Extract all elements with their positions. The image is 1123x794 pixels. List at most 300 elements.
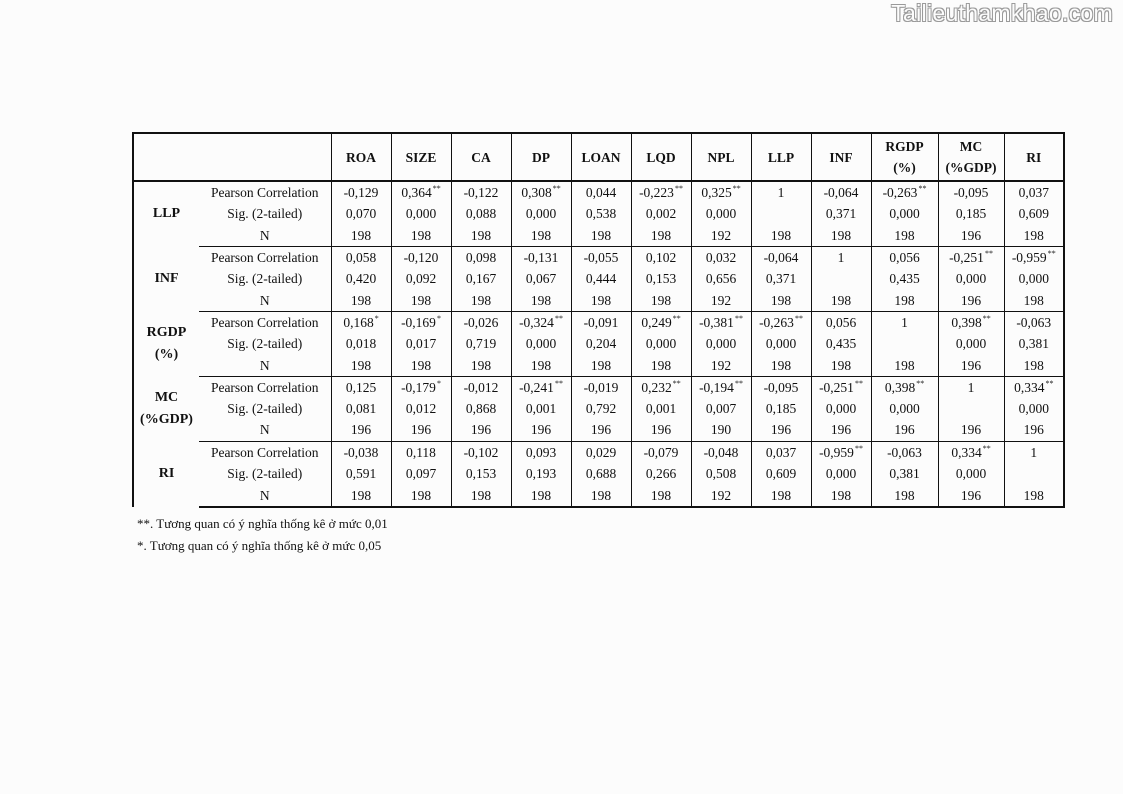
cell-value: 0,070	[345, 206, 377, 222]
cell-value: 196	[410, 422, 432, 438]
value-cell	[451, 246, 511, 268]
cell-value: 0,088	[465, 206, 497, 222]
value-cell	[511, 398, 571, 419]
cell-value: 198	[350, 292, 372, 308]
value-cell	[871, 225, 938, 247]
cell-value: 196	[960, 357, 982, 373]
value-cell	[751, 484, 811, 507]
significance-marker: **	[672, 378, 681, 388]
cell-value: 0,168	[343, 314, 374, 330]
value-cell	[691, 289, 751, 311]
value-cell	[871, 181, 938, 203]
cell-value: -0,959	[819, 444, 854, 460]
value-cell	[871, 398, 938, 419]
column-header	[691, 133, 751, 181]
value-cell	[871, 289, 938, 311]
cell-value: 0,029	[585, 444, 617, 460]
value-cell	[331, 398, 391, 419]
cell-value: 0,591	[345, 466, 377, 481]
value-cell	[811, 354, 871, 376]
cell-value: 0,118	[406, 444, 436, 460]
value-cell	[871, 441, 938, 463]
cell-value: 0,001	[525, 401, 557, 417]
cell-value: 1	[837, 250, 845, 266]
value-cell	[331, 289, 391, 311]
value-cell	[331, 268, 391, 289]
significance-marker: **	[854, 443, 863, 453]
column-header-text: MC	[959, 139, 983, 154]
value-cell	[938, 181, 1004, 203]
cell-value: 198	[470, 357, 492, 373]
value-cell	[1004, 463, 1064, 484]
value-cell	[751, 398, 811, 419]
cell-value: 0,067	[525, 271, 557, 287]
value-cell	[451, 441, 511, 463]
cell-value: 0,193	[525, 466, 557, 481]
cell-value: 0,334	[951, 444, 982, 460]
value-cell	[391, 484, 451, 507]
value-cell	[631, 484, 691, 507]
value-cell	[571, 268, 631, 289]
cell-value: -0,959	[1011, 250, 1047, 266]
statistic-label: N	[199, 484, 331, 507]
value-cell	[751, 225, 811, 247]
table-row	[133, 354, 1064, 376]
value-cell	[1004, 203, 1064, 224]
cell-value: -0,064	[823, 185, 859, 201]
statistic-label: N	[199, 225, 331, 247]
cell-value: -0,324	[519, 314, 554, 330]
statistic-label: N	[199, 419, 331, 441]
value-cell	[391, 203, 451, 224]
cell-value: -0,122	[463, 185, 499, 201]
value-cell	[1004, 354, 1064, 376]
value-cell	[751, 419, 811, 441]
value-cell	[631, 181, 691, 203]
cell-value: 0,007	[705, 401, 737, 417]
cell-value: -0,063	[1016, 314, 1052, 330]
table-row	[133, 484, 1064, 507]
cell-value: 198	[530, 487, 552, 503]
cell-value: 0,792	[585, 401, 617, 417]
cell-value: 198	[830, 292, 852, 308]
cell-value: -0,102	[463, 444, 499, 460]
table-row	[133, 376, 1064, 398]
cell-value: 0,420	[345, 271, 377, 287]
cell-value: 0,125	[345, 379, 377, 395]
significance-marker: **	[918, 184, 927, 194]
value-cell	[571, 225, 631, 247]
significance-marker: **	[854, 378, 863, 388]
cell-value: 0,097	[405, 466, 437, 481]
cell-value: -0,064	[763, 250, 799, 266]
value-cell	[811, 441, 871, 463]
cell-value: 198	[530, 292, 552, 308]
value-cell	[811, 181, 871, 203]
variable-name-text: INF	[154, 270, 179, 286]
value-cell	[331, 441, 391, 463]
statistic-label: Sig. (2-tailed)	[227, 206, 303, 222]
value-cell	[751, 203, 811, 224]
value-cell	[511, 246, 571, 268]
cell-value: 198	[530, 227, 552, 243]
cell-value: 198	[590, 357, 612, 373]
significance-marker: **	[674, 184, 683, 194]
value-cell	[1004, 419, 1064, 441]
cell-value: 196	[960, 227, 982, 243]
column-header-text: SIZE	[405, 149, 437, 165]
variable-name	[133, 311, 199, 376]
cell-value: 198	[650, 227, 672, 243]
significance-marker: *	[436, 378, 441, 388]
value-cell	[571, 441, 631, 463]
value-cell	[511, 268, 571, 289]
value-cell	[811, 289, 871, 311]
value-cell	[331, 203, 391, 224]
value-cell	[751, 333, 811, 354]
cell-value: 1	[901, 314, 908, 330]
cell-value: 0,371	[765, 271, 797, 287]
value-cell	[391, 354, 451, 376]
value-cell	[451, 419, 511, 441]
column-header-text: LQD	[646, 149, 676, 165]
value-cell	[631, 225, 691, 247]
cell-value: 198	[830, 227, 852, 243]
statistic-label: Pearson Correlation	[210, 379, 319, 395]
cell-value: 0,000	[705, 206, 737, 222]
value-cell	[1004, 441, 1064, 463]
cell-value: 0,398	[951, 314, 982, 330]
value-cell	[938, 398, 1004, 419]
cell-value: 0,334	[1014, 379, 1045, 395]
cell-value: 196	[960, 422, 982, 438]
value-cell	[511, 463, 571, 484]
value-cell	[1004, 333, 1064, 354]
cell-value: 0,609	[765, 466, 797, 481]
value-cell	[511, 311, 571, 333]
cell-value: 0,000	[825, 466, 857, 481]
significance-marker: **	[552, 184, 561, 194]
value-cell	[691, 419, 751, 441]
significance-marker: **	[554, 313, 563, 323]
column-header	[571, 133, 631, 181]
cell-value: 0,000	[405, 206, 437, 222]
significance-marker: **	[1045, 378, 1054, 388]
cell-value: 0,609	[1018, 206, 1049, 222]
value-cell	[511, 333, 571, 354]
value-cell	[631, 311, 691, 333]
footnotes	[137, 513, 388, 557]
value-cell	[751, 181, 811, 203]
column-header	[751, 133, 811, 181]
value-cell	[631, 268, 691, 289]
cell-value: 198	[650, 487, 672, 503]
value-cell	[451, 289, 511, 311]
cell-value: 196	[470, 422, 492, 438]
variable-name	[133, 441, 199, 507]
value-cell	[1004, 225, 1064, 247]
value-cell	[631, 441, 691, 463]
value-cell	[691, 441, 751, 463]
cell-value: 198	[350, 487, 372, 503]
value-cell	[871, 376, 938, 398]
value-cell	[631, 354, 691, 376]
value-cell	[451, 311, 511, 333]
cell-value: 196	[650, 422, 672, 438]
value-cell	[331, 333, 391, 354]
cell-value: -0,026	[463, 314, 499, 330]
value-cell	[511, 441, 571, 463]
column-header-text: DP	[532, 149, 550, 165]
value-cell	[938, 225, 1004, 247]
value-cell	[331, 376, 391, 398]
value-cell	[1004, 484, 1064, 507]
cell-value: 0,001	[645, 401, 677, 417]
column-header	[871, 133, 938, 181]
cell-value: 0,719	[465, 336, 497, 352]
cell-value: 0,017	[405, 336, 437, 352]
cell-value: 198	[894, 227, 915, 243]
cell-value: 0,185	[955, 206, 987, 222]
cell-value: 0,056	[889, 250, 920, 266]
cell-value: 0,325	[701, 185, 732, 201]
value-cell	[811, 333, 871, 354]
column-header-text: LOAN	[581, 149, 621, 165]
cell-value: -0,055	[583, 250, 619, 266]
value-cell	[751, 246, 811, 268]
significance-marker: **	[734, 378, 743, 388]
value-cell	[751, 354, 811, 376]
value-cell	[871, 484, 938, 507]
cell-value: 1	[967, 379, 975, 395]
variable-name-text: (%)	[154, 346, 179, 362]
correlation-table	[132, 132, 1065, 508]
cell-value: 198	[770, 292, 792, 308]
cell-value: 0,204	[585, 336, 617, 352]
cell-value: 198	[1023, 487, 1044, 503]
value-cell	[631, 419, 691, 441]
value-cell	[631, 376, 691, 398]
value-cell	[871, 268, 938, 289]
variable-name-text: RI	[158, 466, 175, 482]
cell-value: 0,058	[345, 250, 377, 266]
cell-value: 198	[410, 357, 432, 373]
value-cell	[391, 441, 451, 463]
cell-value: 198	[350, 357, 372, 373]
value-cell	[1004, 246, 1064, 268]
cell-value: 198	[470, 292, 492, 308]
value-cell	[938, 333, 1004, 354]
value-cell	[691, 484, 751, 507]
cell-value: 0,381	[1018, 336, 1049, 352]
value-cell	[811, 246, 871, 268]
cell-value: 0,056	[825, 314, 857, 330]
cell-value: 192	[710, 227, 732, 243]
cell-value: -0,263	[759, 314, 794, 330]
statistic-label: Sig. (2-tailed)	[227, 401, 303, 417]
value-cell	[571, 376, 631, 398]
cell-value: 0,000	[955, 336, 987, 352]
value-cell	[811, 376, 871, 398]
cell-value: 196	[590, 422, 612, 438]
header-row	[133, 133, 1064, 181]
cell-value: 0,000	[955, 466, 987, 481]
table-row	[133, 441, 1064, 463]
cell-value: 0,044	[585, 185, 617, 201]
value-cell	[1004, 289, 1064, 311]
cell-value: 196	[350, 422, 372, 438]
value-cell	[511, 203, 571, 224]
table-row	[133, 246, 1064, 268]
cell-value: 192	[710, 292, 732, 308]
significance-marker: **	[916, 378, 925, 388]
significance-marker: **	[794, 313, 803, 323]
value-cell	[811, 398, 871, 419]
value-cell	[571, 311, 631, 333]
value-cell	[511, 181, 571, 203]
cell-value: 198	[894, 487, 915, 503]
value-cell	[391, 376, 451, 398]
cell-value: 0,435	[825, 336, 857, 352]
cell-value: 0,000	[1018, 401, 1049, 417]
value-cell	[391, 268, 451, 289]
cell-value: 0,000	[825, 401, 857, 417]
table-row	[133, 289, 1064, 311]
table-row	[133, 203, 1064, 224]
cell-value: 0,000	[889, 401, 920, 417]
cell-value: 0,000	[525, 336, 557, 352]
value-cell	[1004, 181, 1064, 203]
value-cell	[938, 441, 1004, 463]
value-cell	[938, 246, 1004, 268]
value-cell	[751, 463, 811, 484]
cell-value: -0,129	[343, 185, 379, 201]
value-cell	[811, 463, 871, 484]
cell-value: -0,038	[343, 444, 379, 460]
statistic-label: N	[199, 354, 331, 376]
value-cell	[571, 246, 631, 268]
value-cell	[631, 289, 691, 311]
cell-value: 198	[650, 292, 672, 308]
value-cell	[391, 463, 451, 484]
value-cell	[938, 376, 1004, 398]
cell-value: 196	[894, 422, 915, 438]
cell-value: 190	[710, 422, 732, 438]
value-cell	[331, 484, 391, 507]
column-header-text: CA	[471, 149, 491, 165]
cell-value: 196	[770, 422, 792, 438]
value-cell	[331, 354, 391, 376]
cell-value: 196	[960, 292, 982, 308]
table-row	[133, 463, 1064, 484]
cell-value: 0,444	[585, 271, 617, 287]
value-cell	[871, 333, 938, 354]
cell-value: 0,098	[465, 250, 497, 266]
value-cell	[391, 246, 451, 268]
cell-value: 198	[894, 357, 915, 373]
statistic-label: Pearson Correlation	[210, 444, 319, 460]
variable-name	[133, 376, 199, 441]
value-cell	[811, 225, 871, 247]
value-cell	[1004, 376, 1064, 398]
cell-value: 0,032	[705, 250, 737, 266]
cell-value: 198	[830, 357, 852, 373]
cell-value: 0,381	[889, 466, 920, 481]
value-cell	[511, 289, 571, 311]
column-header	[511, 133, 571, 181]
value-cell	[631, 246, 691, 268]
cell-value: 198	[410, 227, 432, 243]
column-header-text: RGDP	[885, 139, 924, 154]
cell-value: 196	[1023, 422, 1044, 438]
value-cell	[511, 225, 571, 247]
cell-value: 0,092	[405, 271, 437, 287]
value-cell	[391, 181, 451, 203]
value-cell	[511, 354, 571, 376]
value-cell	[1004, 311, 1064, 333]
value-cell	[451, 203, 511, 224]
value-cell	[871, 311, 938, 333]
significance-marker: *	[374, 313, 379, 323]
cell-value: 0,000	[955, 271, 987, 287]
value-cell	[451, 333, 511, 354]
cell-value: 0,000	[645, 336, 677, 352]
value-cell	[631, 463, 691, 484]
value-cell	[811, 203, 871, 224]
table-row	[133, 268, 1064, 289]
cell-value: -0,095	[763, 379, 799, 395]
footnote-1pct: **. Tương quan có ý nghĩa thống kê ở mức 0,01	[137, 516, 388, 531]
statistic-label: Pearson Correlation	[210, 314, 319, 330]
significance-marker: **	[734, 313, 743, 323]
value-cell	[391, 333, 451, 354]
footnote-5pct: *. Tương quan có ý nghĩa thống kê ở mức 0,05	[137, 538, 382, 553]
value-cell	[571, 484, 631, 507]
header-corner	[133, 133, 331, 181]
cell-value: 198	[350, 227, 372, 243]
cell-value: 0,398	[884, 379, 916, 395]
variable-name-text: LLP	[152, 206, 181, 222]
cell-value: 198	[530, 357, 552, 373]
table-row	[133, 419, 1064, 441]
value-cell	[871, 463, 938, 484]
cell-value: 0,508	[705, 466, 737, 481]
cell-value: -0,179	[401, 379, 436, 395]
cell-value: 0,185	[765, 401, 797, 417]
cell-value: 198	[590, 487, 612, 503]
value-cell	[511, 484, 571, 507]
cell-value: 0,012	[405, 401, 437, 417]
value-cell	[691, 463, 751, 484]
cell-value: 0,435	[889, 271, 920, 287]
cell-value: 198	[770, 227, 792, 243]
cell-value: 198	[470, 487, 492, 503]
significance-marker: **	[554, 378, 563, 388]
value-cell	[331, 419, 391, 441]
column-header	[331, 133, 391, 181]
cell-value: 1	[777, 185, 785, 201]
cell-value: -0,241	[519, 379, 554, 395]
value-cell	[391, 398, 451, 419]
cell-value: -0,048	[703, 444, 739, 460]
cell-value: 0,153	[645, 271, 677, 287]
value-cell	[451, 225, 511, 247]
value-cell	[571, 354, 631, 376]
value-cell	[938, 419, 1004, 441]
cell-value: 0,371	[825, 206, 857, 222]
value-cell	[691, 311, 751, 333]
cell-value: 0,153	[465, 466, 497, 481]
